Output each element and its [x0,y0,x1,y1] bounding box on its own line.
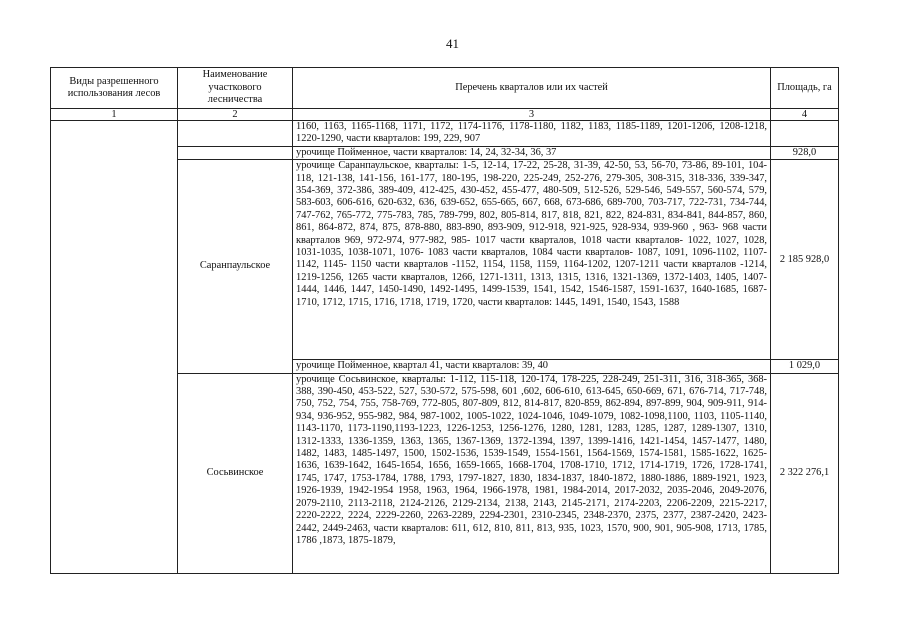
forestry-name-sosvinskoe: Сосьвинское [178,373,293,573]
forestry-name-cell [178,121,293,147]
column-number: 1 [51,109,178,121]
usage-type-cell [51,121,178,574]
column-number: 2 [178,109,293,121]
quarters-cell: урочище Пойменное, части кварталов: 14, 24, 32-34, 36, 37 [293,146,771,159]
quarters-cell: урочище Сосьвинское, кварталы: 1-112, 115-118, 120-174, 178-225, 228-249, 251-311, 316, 318-365, 368-388, 390-450, 453-522, 527, 530-572, 575-598, 601 ,602, 606-610, 613-645, 650-669, 671, 676-714, 717-748, 750, 752, 754, 755, 758-769, 772-805, 807-809, 812, 814-817, 820-859, 862-894, 897-899, 904, 909-911, 914-934, 936-952, 955-982, 984, 987-1002, 1005-1022, 1024-1046, 1049-1079, 1082-1098,1100, 1103, 1105-1140, 1143-1170, 1173-1190,1193-1223, 1226-1253, 1256-1276, 1280, 1281, 1283, 1285, 1287, 1289-1307, 1310, 1312-1333, 1336-1359, 1363, 1365, 1367-1369, 1372-1394, 1397, 1399-1416, 1421-1454, 1457-1477, 1480, 1482, 1483, 1485-1497, 1500, 1502-1536, 1539-1549, 1554-1561, 1564-1569, 1574-1581, 1585-1622, 1625-1636, 1639-1642, 1645-1654, 1656, 1659-1665, 1668-1704, 1708-1710, 1712, 1714-1719, 1726, 1728-1741, 1745, 1747, 1753-1784, 1788, 1793, 1797-1827, 1830, 1834-1837, 1840-1872, 1880-1886, 1889-1921, 1923, 1926-1939, 1942-1954 1958, 1963, 1964, 1966-1978, 1981, 1984-2014, 2017-2032, 2035-2046, 2049-2076, 2079-2110, 2113-2118, 2124-2126, 2129-2134, 2138, 2143, 2145-2171, 2174-2203, 2206-2209, 2215-2217, 2220-2222, 2224, 2229-2260, 2263-2289, 2294-2301, 2310-2345, 2348-2370, 2375, 2377, 2387-2420, 2423-2442, 2449-2463, части кварталов: 611, 612, 810, 811, 813, 935, 1023, 1570, 900, 901, 905-908, 1713, 1785, 1786 ,1873, 1875-1879, [293,373,771,573]
table-row [51,121,839,147]
area-cell [771,121,839,147]
column-number: 3 [293,109,771,121]
area-cell: 2 185 928,0 [771,160,839,360]
page-number: 41 [446,36,459,51]
area-cell: 928,0 [771,146,839,159]
area-cell: 1 029,0 [771,360,839,373]
forest-quarters-table [50,67,839,574]
header-row [51,68,839,109]
quarters-cell: 1160, 1163, 1165-1168, 1171, 1172, 1174-1176, 1178-1180, 1182, 1183, 1185-1189, 1201-1206, 1208-1218, 1220-1290, части кварталов: 199, 229, 907 [293,121,771,147]
header-usage-types: Виды разрешенного использования лесов [51,68,178,109]
forestry-name-saranpaulskoe: Саранпаульское [178,160,293,373]
column-number: 4 [771,109,839,121]
column-number-row [51,109,839,121]
area-cell: 2 322 276,1 [771,373,839,573]
header-quarters-list: Перечень кварталов или их частей [293,68,771,109]
quarters-cell: урочище Пойменное, квартал 41, части кварталов: 39, 40 [293,360,771,373]
forestry-name-cell [178,146,293,159]
quarters-cell: урочище Саранпаульское, кварталы: 1-5, 12-14, 17-22, 25-28, 31-39, 42-50, 53, 56-70, 73-86, 89-101, 104-118, 121-138, 141-156, 161-177, 180-195, 198-220, 225-249, 252-276, 279-305, 308-315, 318-336, 339-347, 354-369, 372-386, 389-409, 412-425, 430-452, 455-477, 480-509, 512-526, 529-546, 549-557, 560-574, 579, 583-603, 606-616, 620-632, 636, 639-652, 655-665, 667, 668, 673-686, 689-700, 703-717, 722-731, 734-744, 747-762, 765-772, 775-783, 785, 789-799, 802, 805-814, 817, 818, 821, 822, 824-831, 834-841, 844-857, 860, 861, 864-872, 874, 875, 878-880, 883-890, 893-909, 912-918, 921-925, 928-934, 939-960 , 963- 968 части кварталов 969, 972-974, 977-982, 985- 1017 части кварталов, 1018 части кварталов- 1022, 1027, 1028, 1031-1035, 1038-1071, 1076- 1083 части кварталов, 1084 части кварталов- 1087, 1091, 1096-1102, 1107-1142, 1145- 1150 части кварталов -1152, 1154, 1158, 1159, 1164-1202, 1207-1211 части кварталов -1214, 1219-1256, 1265 части кварталов, 1266, 1271-1311, 1313, 1315, 1316, 1321-1369, 1372-1403, 1405, 1407-1444, 1446, 1447, 1450-1490, 1492-1495, 1499-1539, 1541, 1542, 1546-1587, 1591-1637, 1640-1685, 1687-1710, 1712, 1715, 1716, 1718, 1719, 1720, части кварталов: 1445, 1491, 1540, 1543, 1588 [293,160,771,360]
header-area: Площадь, га [771,68,839,109]
header-forestry-name: Наименование участкового лесничества [178,68,293,109]
